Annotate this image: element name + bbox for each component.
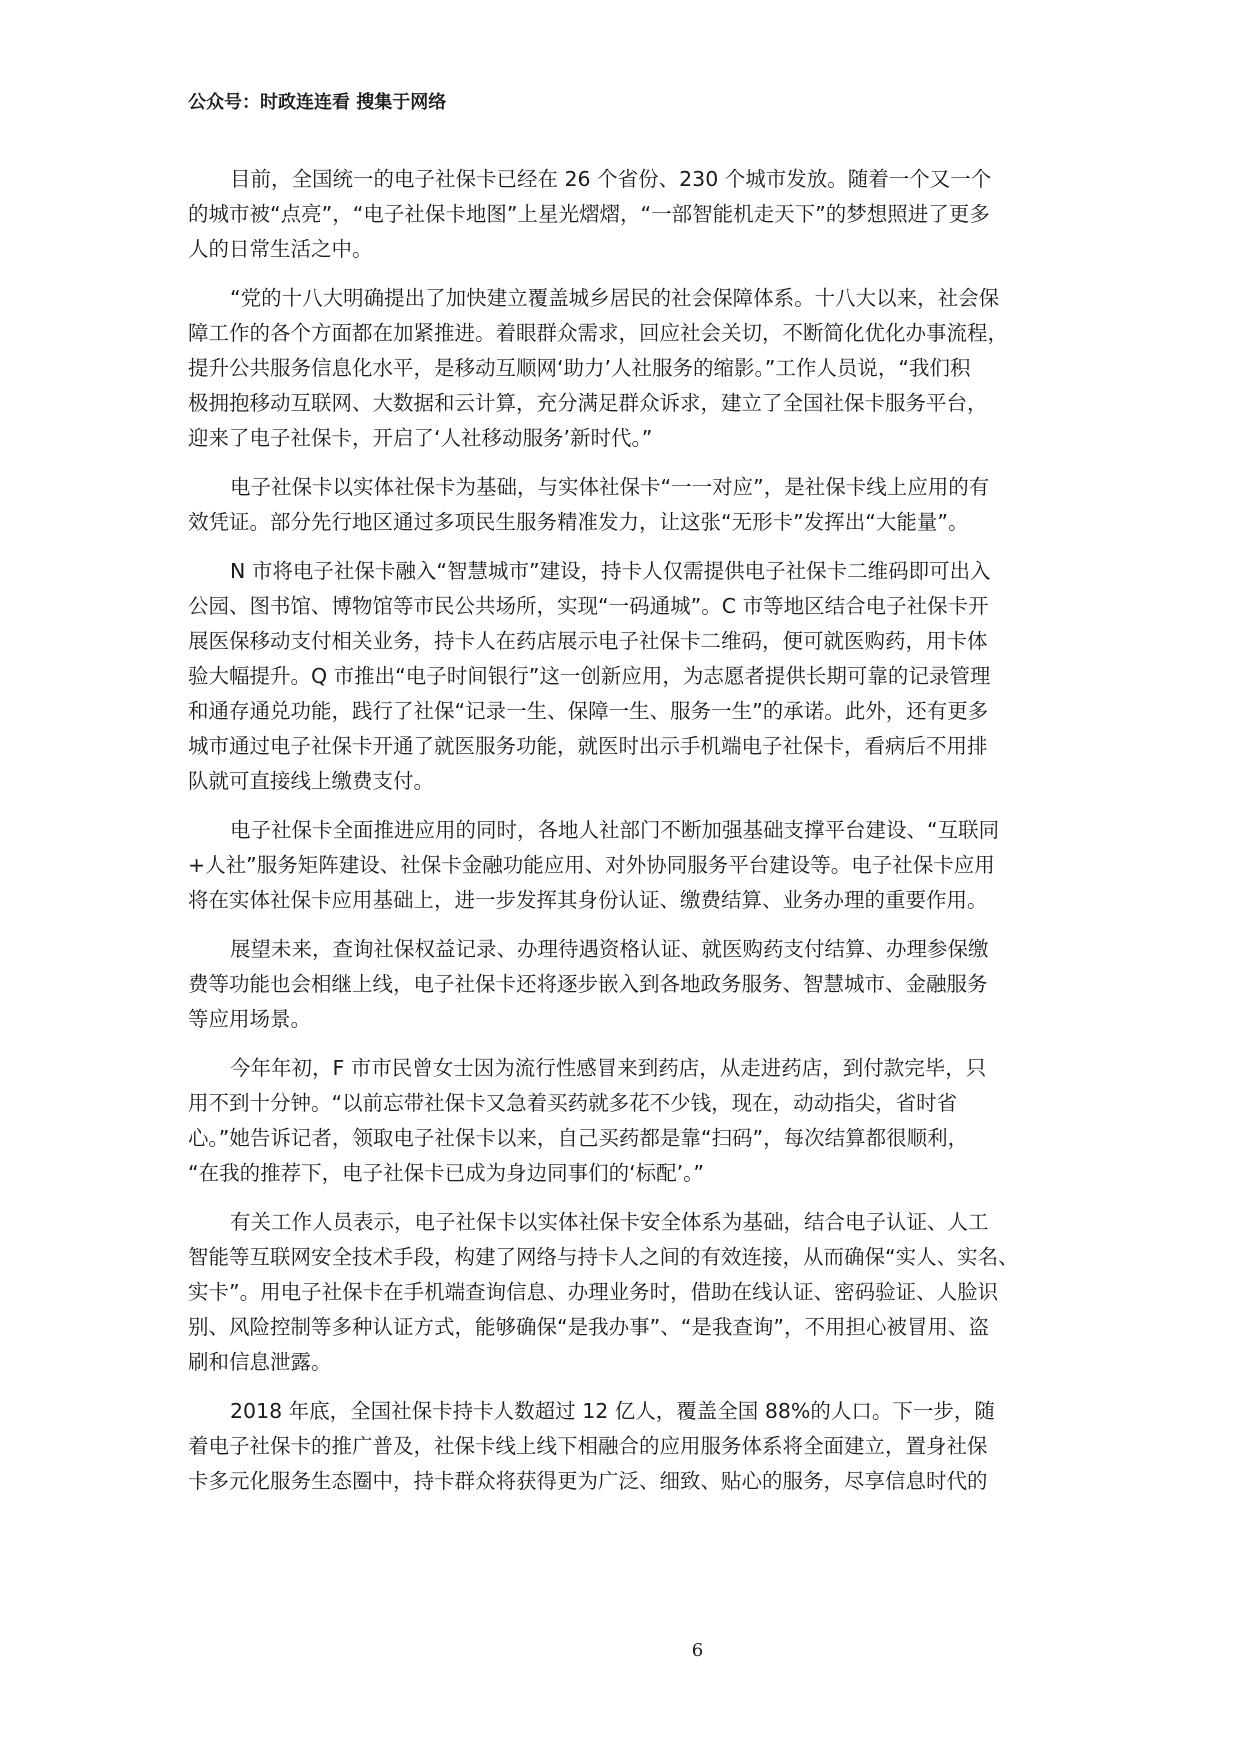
paragraph-line: 目前，全国统一的电子社保卡已经在 26 个省份、230 个城市发放。随着一个又一个 (230, 167, 992, 191)
paragraph-line: 展医保移动支付相关业务，持卡人在药店展示电子社保卡二维码，便可就医购药，用卡体 (188, 629, 988, 653)
paragraph (188, 1394, 1058, 1499)
paragraph-line: 电子社保卡以实体社保卡为基础，与实体社保卡“一一对应”，是社保卡线上应用的有 (230, 475, 990, 499)
paragraph (188, 470, 1058, 540)
paragraph (188, 554, 1058, 799)
paragraph-line: 验大幅提升。Q 市推出“电子时间银行”这一创新应用，为志愿者提供长期可靠的记录管理 (188, 664, 991, 688)
paragraph-line: 障工作的各个方面都在加紧推进。着眼群众需求，回应社会关切，不断简化优化办事流程， (188, 321, 1008, 345)
paragraph-line: N 市将电子社保卡融入“智慧城市”建设，持卡人仅需提供电子社保卡二维码即可出入 (230, 559, 991, 583)
paragraph-line: 和通存通兑功能，践行了社保“记录一生、保障一生、服务一生”的承诺。此外，还有更多 (188, 699, 989, 723)
paragraph-line: 实卡”。用电子社保卡在手机端查询信息、办理业务时，借助在线认证、密码验证、人脸识 (188, 1280, 999, 1304)
paragraph-line: 效凭证。部分先行地区通过多项民生服务精准发力，让这张“无形卡”发挥出“大能量”。 (188, 510, 969, 534)
paragraph-line: 智能等互联网安全技术手段，构建了网络与持卡人之间的有效连接，从而确保“实人、实名、 (188, 1245, 1019, 1269)
paragraph-line: 等应用场景。 (188, 1007, 311, 1031)
paragraph-line: 刷和信息泄露。 (188, 1350, 332, 1374)
paragraph-line: 迎来了电子社保卡，开启了‘人社移动服务’新时代。” (188, 426, 653, 450)
paragraph-line: 的城市被“点亮”，“电子社保卡地图”上星光熠熠，“一部智能机走天下”的梦想照进了更多 (188, 202, 990, 226)
page-number: 6 (691, 1640, 704, 1661)
paragraph-line: 有关工作人员表示，电子社保卡以实体社保卡安全体系为基础，结合电子认证、人工 (230, 1210, 989, 1234)
paragraph-line: 今年年初，F 市市民曾女士因为流行性感冒来到药店，从走进药店，到付款完毕，只 (230, 1056, 987, 1080)
paragraph-line: 心。”她告诉记者，领取电子社保卡以来，自己买药都是靠“扫码”，每次结算都很顺利， (188, 1126, 969, 1150)
paragraph-line: 将在实体社保卡应用基础上，进一步发挥其身份认证、缴费结算、业务办理的重要作用。 (188, 888, 988, 912)
paragraph-line: 费等功能也会相继上线，电子社保卡还将逐步嵌入到各地政务服务、智慧城市、金融服务 (188, 972, 988, 996)
paragraph-line: 公园、图书馆、博物馆等市民公共场所，实现“一码通城”。C 市等地区结合电子社保卡开 (188, 594, 989, 618)
paragraph (188, 162, 1058, 267)
paragraph (188, 813, 1058, 918)
paragraph-line: 极拥抱移动互联网、大数据和云计算，充分满足群众诉求，建立了全国社保卡服务平台， (188, 391, 988, 415)
paragraph-line: 展望未来，查询社保权益记录、办理待遇资格认证、就医购药支付结算、办理参保缴 (230, 937, 989, 961)
paragraph (188, 1051, 1058, 1191)
paragraph-line: 别、风险控制等多种认证方式，能够确保“是我办事”、“是我查询”，不用担心被冒用、盗 (188, 1315, 989, 1339)
paragraph (188, 932, 1058, 1037)
header-text: 公众号：时政连连看 搜集于网络 (188, 92, 447, 113)
paragraph-line: “在我的推荐下，电子社保卡已成为身边同事们的‘标配’。” (188, 1161, 705, 1185)
paragraph (188, 1205, 1058, 1380)
paragraph-line: 2018 年底，全国社保卡持卡人数超过 12 亿人，覆盖全国 88%的人口。下一步，随 (230, 1399, 995, 1423)
paragraph-line: 着电子社保卡的推广普及，社保卡线上线下相融合的应用服务体系将全面建立，置身社保 (188, 1434, 988, 1458)
paragraph-line: 提升公共服务信息化水平，是移动互顺网‘助力’人社服务的缩影。”工作人员说，“我们积 (188, 356, 971, 380)
paragraph-line: +人社”服务矩阵建设、社保卡金融功能应用、对外协同服务平台建设等。电子社保卡应用 (188, 853, 995, 877)
paragraph-line: “党的十八大明确提出了加快建立覆盖城乡居民的社会保障体系。十八大以来，社会保 (230, 286, 1000, 310)
article-body (188, 162, 1058, 1513)
paragraph-line: 人的日常生活之中。 (188, 237, 373, 261)
paragraph-line: 用不到十分钟。“以前忘带社保卡又急着买药就多花不少钱，现在，动动指尖，省时省 (188, 1091, 958, 1115)
paragraph-line: 城市通过电子社保卡开通了就医服务功能，就医时出示手机端电子社保卡，看病后不用排 (188, 734, 988, 758)
paragraph-line: 卡多元化服务生态圈中，持卡群众将获得更为广泛、细致、贴心的服务，尽享信息时代的 (188, 1469, 988, 1493)
paragraph-line: 队就可直接线上缴费支付。 (188, 769, 434, 793)
paragraph (188, 281, 1058, 456)
paragraph-line: 电子社保卡全面推进应用的同时，各地人社部门不断加强基础支撑平台建设、“互联同 (230, 818, 1000, 842)
